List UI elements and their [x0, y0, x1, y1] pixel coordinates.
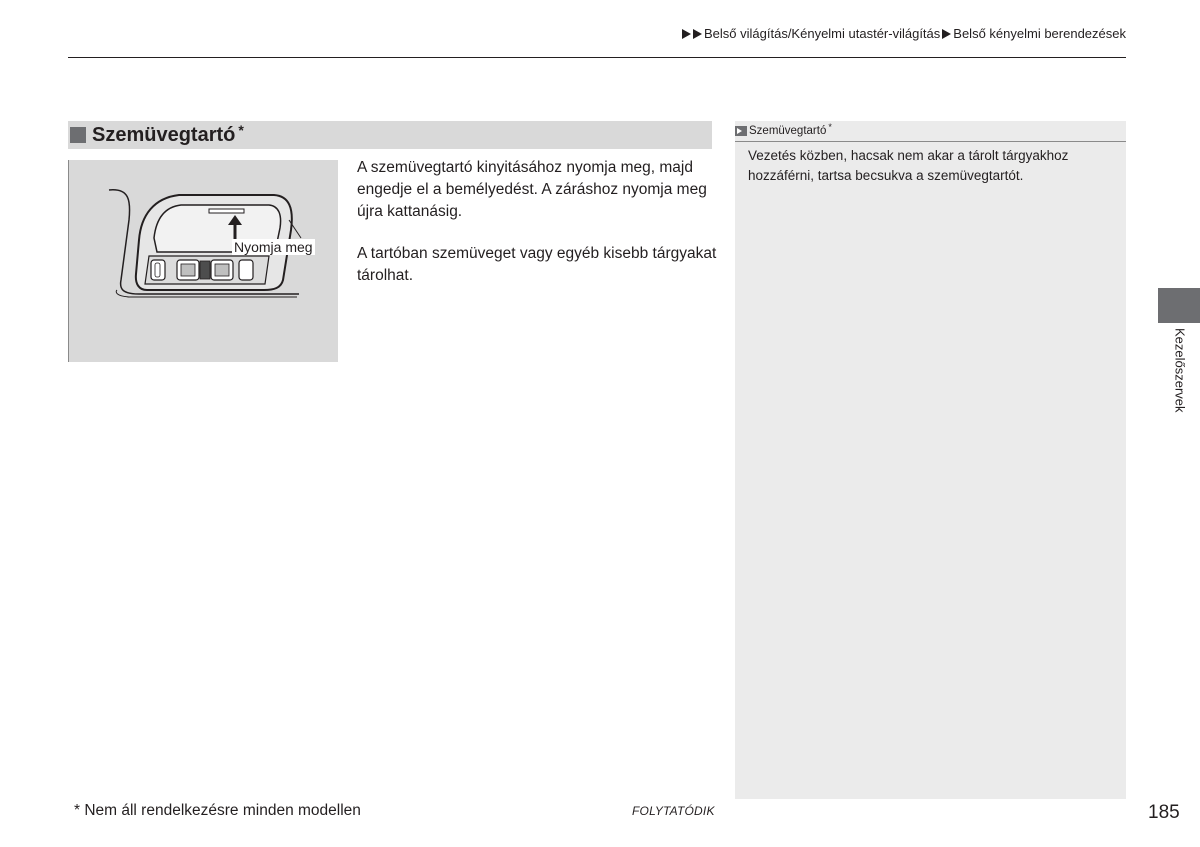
breadcrumb-arrow-icon: [693, 29, 702, 39]
chapter-tab-label: [1158, 328, 1200, 438]
section-title: Szemüvegtartó: [92, 123, 236, 146]
main-body-text: [357, 157, 717, 307]
breadcrumb-item-comfort: Belső kényelmi berendezések: [953, 26, 1126, 41]
note-sidebar-text: Vezetés közben, hacsak nem akar a tárolt tárgyakhoz hozzáférni, tartsa becsukva a szemüvegtartót.: [748, 148, 1069, 183]
breadcrumb-arrow-icon: [942, 29, 951, 39]
breadcrumb: [682, 26, 1126, 41]
footnote: * Nem áll rendelkezésre minden modellen: [74, 802, 361, 819]
note-sidebar: [735, 121, 1126, 799]
section-asterisk: *: [238, 122, 244, 138]
header-divider: [68, 57, 1126, 58]
breadcrumb-item-lighting: Belső világítás/Kényelmi utastér-világítás: [704, 26, 941, 41]
page-number: 185: [1148, 802, 1180, 823]
body-paragraph-storage: A tartóban szemüveget vagy egyéb kisebb tárgyakat tárolhat.: [357, 245, 717, 284]
note-sidebar-asterisk: *: [828, 122, 832, 132]
section-square-icon: [70, 127, 86, 143]
breadcrumb-arrow-icon: [682, 29, 691, 39]
continued-marker: FOLYTATÓDIK: [632, 804, 715, 818]
body-paragraph-open-close: A szemüvegtartó kinyitásához nyomja meg, majd engedje el a bemélyedést. A záráshoz nyomja meg újra kattanásig.: [357, 159, 707, 220]
chapter-tab-text: Kezelőszervek: [1172, 328, 1188, 413]
section-heading: [68, 121, 712, 149]
note-sidebar-header: [735, 121, 1126, 142]
overhead-console-drawing: [69, 160, 339, 362]
figure-callout-label: Nyomja meg: [234, 239, 313, 255]
chapter-tab-marker: [1158, 288, 1200, 323]
note-reference-icon: [735, 126, 747, 136]
sunglasses-holder-illustration: [68, 160, 338, 362]
note-sidebar-title: Szemüvegtartó: [749, 125, 827, 137]
